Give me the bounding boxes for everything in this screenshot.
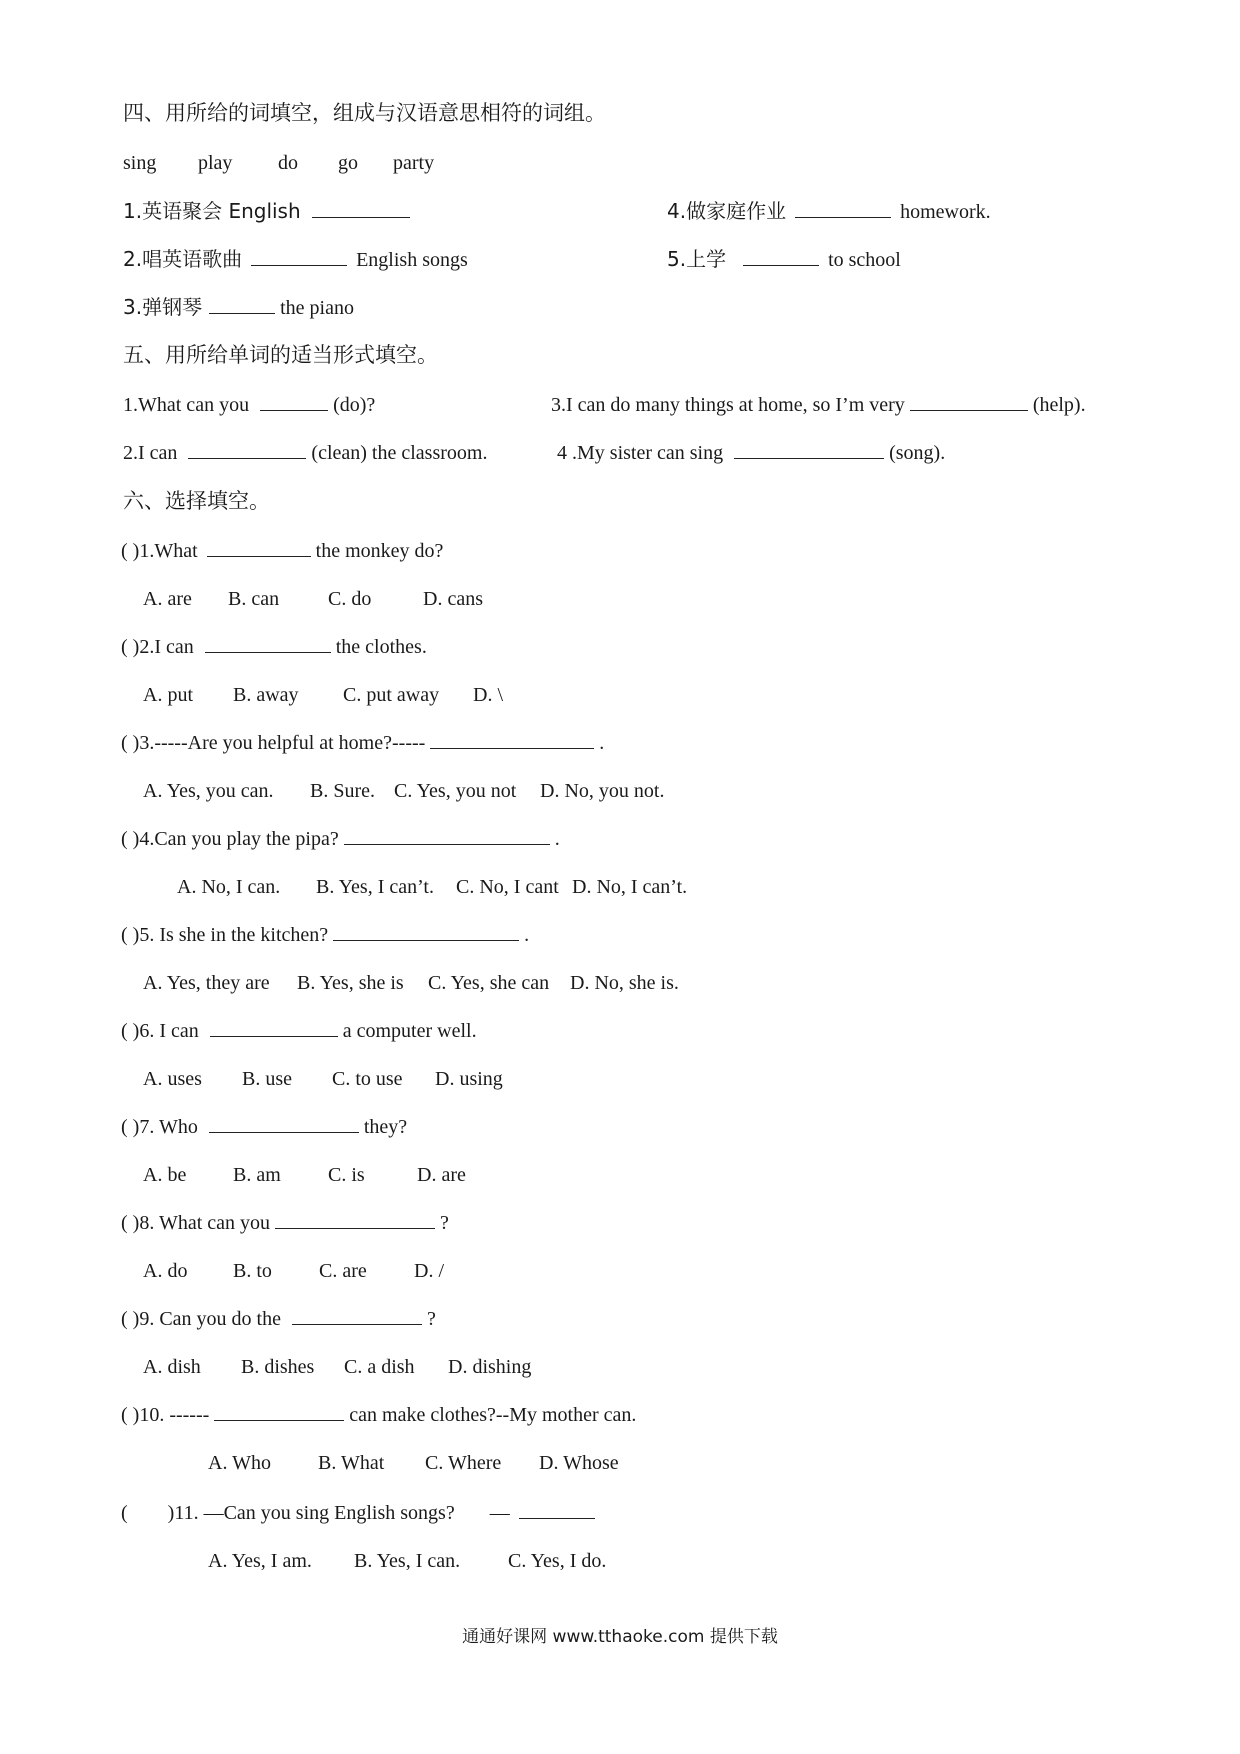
option-b[interactable]: B. What: [318, 1452, 385, 1474]
option-c[interactable]: C. is: [328, 1164, 365, 1186]
option-c[interactable]: C. do: [328, 588, 372, 610]
mc-question-2: [121, 634, 427, 660]
mc-question-10: [121, 1402, 636, 1428]
option-c[interactable]: C. No, I cant: [456, 876, 559, 898]
option-a[interactable]: A. do: [143, 1260, 188, 1282]
answer-blank[interactable]: [275, 1210, 435, 1229]
section5-title: 五、用所给单词的适当形式填空。: [123, 343, 438, 367]
mc-question-4: [121, 826, 560, 852]
s5-question-3: [551, 392, 1086, 418]
question-text: ( )10. ------: [121, 1404, 210, 1426]
option-a[interactable]: A. are: [143, 588, 192, 610]
word-bank-item: go: [338, 152, 358, 174]
question-text: they?: [363, 1116, 408, 1138]
option-d[interactable]: D. using: [435, 1068, 503, 1090]
option-c[interactable]: C. Yes, I do.: [508, 1550, 607, 1572]
mc-question-5: [121, 922, 529, 948]
option-d[interactable]: D. are: [417, 1164, 466, 1186]
option-b[interactable]: B. can: [228, 588, 280, 610]
s4-question-5: [667, 246, 901, 273]
answer-blank[interactable]: [260, 392, 328, 411]
answer-blank[interactable]: [333, 922, 519, 941]
question-text: ( )9. Can you do the: [121, 1308, 281, 1330]
answer-blank[interactable]: [312, 199, 410, 218]
option-a[interactable]: A. uses: [143, 1068, 202, 1090]
s5-question-2: [123, 440, 487, 466]
option-c[interactable]: C. put away: [343, 684, 440, 706]
option-b[interactable]: B. Sure.: [310, 780, 375, 802]
s4-question-1: [123, 198, 410, 225]
word-bank-item: do: [278, 152, 298, 174]
option-a[interactable]: A. dish: [143, 1356, 201, 1378]
answer-blank[interactable]: [209, 295, 275, 314]
question-text: the monkey do?: [315, 540, 444, 562]
question-text: 1.What can you: [123, 394, 250, 416]
question-text: 2.唱英语歌曲: [123, 247, 243, 271]
s4-question-4: [667, 198, 991, 225]
option-c[interactable]: C. Yes, she can: [428, 972, 550, 994]
question-text: ?: [440, 1212, 449, 1234]
mc-question-6: [121, 1018, 477, 1044]
option-a[interactable]: A. Who: [208, 1452, 271, 1474]
page-footer: 通通好课网 www.tthaoke.com 提供下载: [462, 1627, 778, 1647]
question-text: 3.弹钢琴: [123, 295, 203, 319]
question-text: ( )1.What: [121, 540, 198, 562]
answer-blank[interactable]: [344, 826, 550, 845]
question-text: 2.I can: [123, 442, 178, 464]
mc-question-9: [121, 1306, 436, 1332]
question-text: ( )2.I can: [121, 636, 194, 658]
question-text: ( )11. —Can you sing English songs? —: [121, 1502, 510, 1524]
option-c[interactable]: C. a dish: [344, 1356, 415, 1378]
question-text: 3.I can do many things at home, so I’m very: [551, 394, 905, 416]
option-d[interactable]: D. dishing: [448, 1356, 532, 1378]
answer-blank[interactable]: [188, 440, 306, 459]
option-b[interactable]: B. to: [233, 1260, 272, 1282]
question-text: a computer well.: [342, 1020, 477, 1042]
answer-blank[interactable]: [209, 1114, 359, 1133]
option-a[interactable]: A. put: [143, 684, 193, 706]
option-c[interactable]: C. to use: [332, 1068, 403, 1090]
word-bank-item: party: [393, 152, 435, 174]
option-b[interactable]: B. Yes, I can’t.: [316, 876, 434, 898]
section4-title: 四、用所给的词填空，组成与汉语意思相符的词组。: [123, 101, 606, 125]
option-d[interactable]: D. No, you not.: [540, 780, 665, 802]
question-text: English songs: [356, 249, 468, 271]
answer-blank[interactable]: [519, 1500, 595, 1519]
answer-blank[interactable]: [251, 247, 347, 266]
question-text: ( )5. Is she in the kitchen?: [121, 924, 329, 946]
answer-blank[interactable]: [207, 538, 311, 557]
option-d[interactable]: D. /: [414, 1260, 444, 1282]
question-text: ( )6. I can: [121, 1020, 199, 1042]
answer-blank[interactable]: [210, 1018, 338, 1037]
question-text: ( )7. Who: [121, 1116, 198, 1138]
question-text: .: [554, 828, 560, 850]
s4-question-2: [123, 246, 468, 273]
mc-question-7: [121, 1114, 407, 1140]
answer-blank[interactable]: [795, 199, 891, 218]
s5-question-1: [123, 392, 375, 418]
question-text: ( )4.Can you play the pipa?: [121, 828, 339, 850]
option-c[interactable]: C. Yes, you not: [394, 780, 517, 802]
option-a[interactable]: A. Yes, you can.: [143, 780, 274, 802]
option-d[interactable]: D. No, she is.: [570, 972, 679, 994]
answer-blank[interactable]: [743, 247, 819, 266]
option-c[interactable]: C. Where: [425, 1452, 502, 1474]
answer-blank[interactable]: [292, 1306, 422, 1325]
option-d[interactable]: D. cans: [423, 588, 483, 610]
question-text: the clothes.: [335, 636, 427, 658]
option-a[interactable]: A. Yes, they are: [143, 972, 270, 994]
question-text: 1.英语聚会 English: [123, 199, 301, 223]
word-bank-item: sing: [123, 152, 157, 174]
option-a[interactable]: A. Yes, I am.: [208, 1550, 312, 1572]
question-text: (do)?: [333, 394, 376, 416]
question-text: ?: [426, 1308, 436, 1330]
question-text: to school: [828, 249, 901, 271]
question-text: 4 .My sister can sing: [557, 442, 724, 464]
option-d[interactable]: D. No, I can’t.: [572, 876, 688, 898]
question-text: ( )3.-----Are you helpful at home?-----: [121, 732, 426, 754]
option-c[interactable]: C. are: [319, 1260, 367, 1282]
answer-blank[interactable]: [205, 634, 331, 653]
question-text: homework.: [900, 201, 991, 223]
mc-question-3: [121, 730, 604, 756]
question-text: .: [599, 732, 605, 754]
answer-blank[interactable]: [214, 1402, 344, 1421]
s5-question-4: [557, 440, 945, 466]
question-text: (clean) the classroom.: [311, 442, 488, 464]
answer-blank[interactable]: [430, 730, 594, 749]
option-b[interactable]: B. away: [233, 684, 299, 706]
mc-question-1: [121, 538, 443, 564]
question-text: 5.上学: [667, 247, 727, 271]
option-b[interactable]: B. Yes, she is: [297, 972, 404, 994]
mc-question-11: [121, 1500, 595, 1526]
question-text: can make clothes?--My mother can.: [349, 1404, 637, 1426]
question-text: 4.做家庭作业: [667, 199, 787, 223]
question-text: (song).: [889, 442, 946, 464]
option-b[interactable]: B. am: [233, 1164, 281, 1186]
option-a[interactable]: A. be: [143, 1164, 187, 1186]
option-b[interactable]: B. dishes: [241, 1356, 315, 1378]
option-a[interactable]: A. No, I can.: [177, 876, 281, 898]
question-text: .: [524, 924, 530, 946]
word-bank-item: play: [198, 152, 233, 174]
option-b[interactable]: B. use: [242, 1068, 292, 1090]
answer-blank[interactable]: [734, 440, 884, 459]
option-b[interactable]: B. Yes, I can.: [354, 1550, 461, 1572]
s4-question-3: [123, 294, 354, 321]
answer-blank[interactable]: [910, 392, 1028, 411]
mc-question-8: [121, 1210, 449, 1236]
section6-title: 六、选择填空。: [123, 489, 270, 513]
question-text: ( )8. What can you: [121, 1212, 271, 1234]
option-d[interactable]: D. \: [473, 684, 503, 706]
question-text: (help).: [1032, 394, 1086, 416]
option-d[interactable]: D. Whose: [539, 1452, 619, 1474]
question-text: the piano: [280, 297, 354, 319]
